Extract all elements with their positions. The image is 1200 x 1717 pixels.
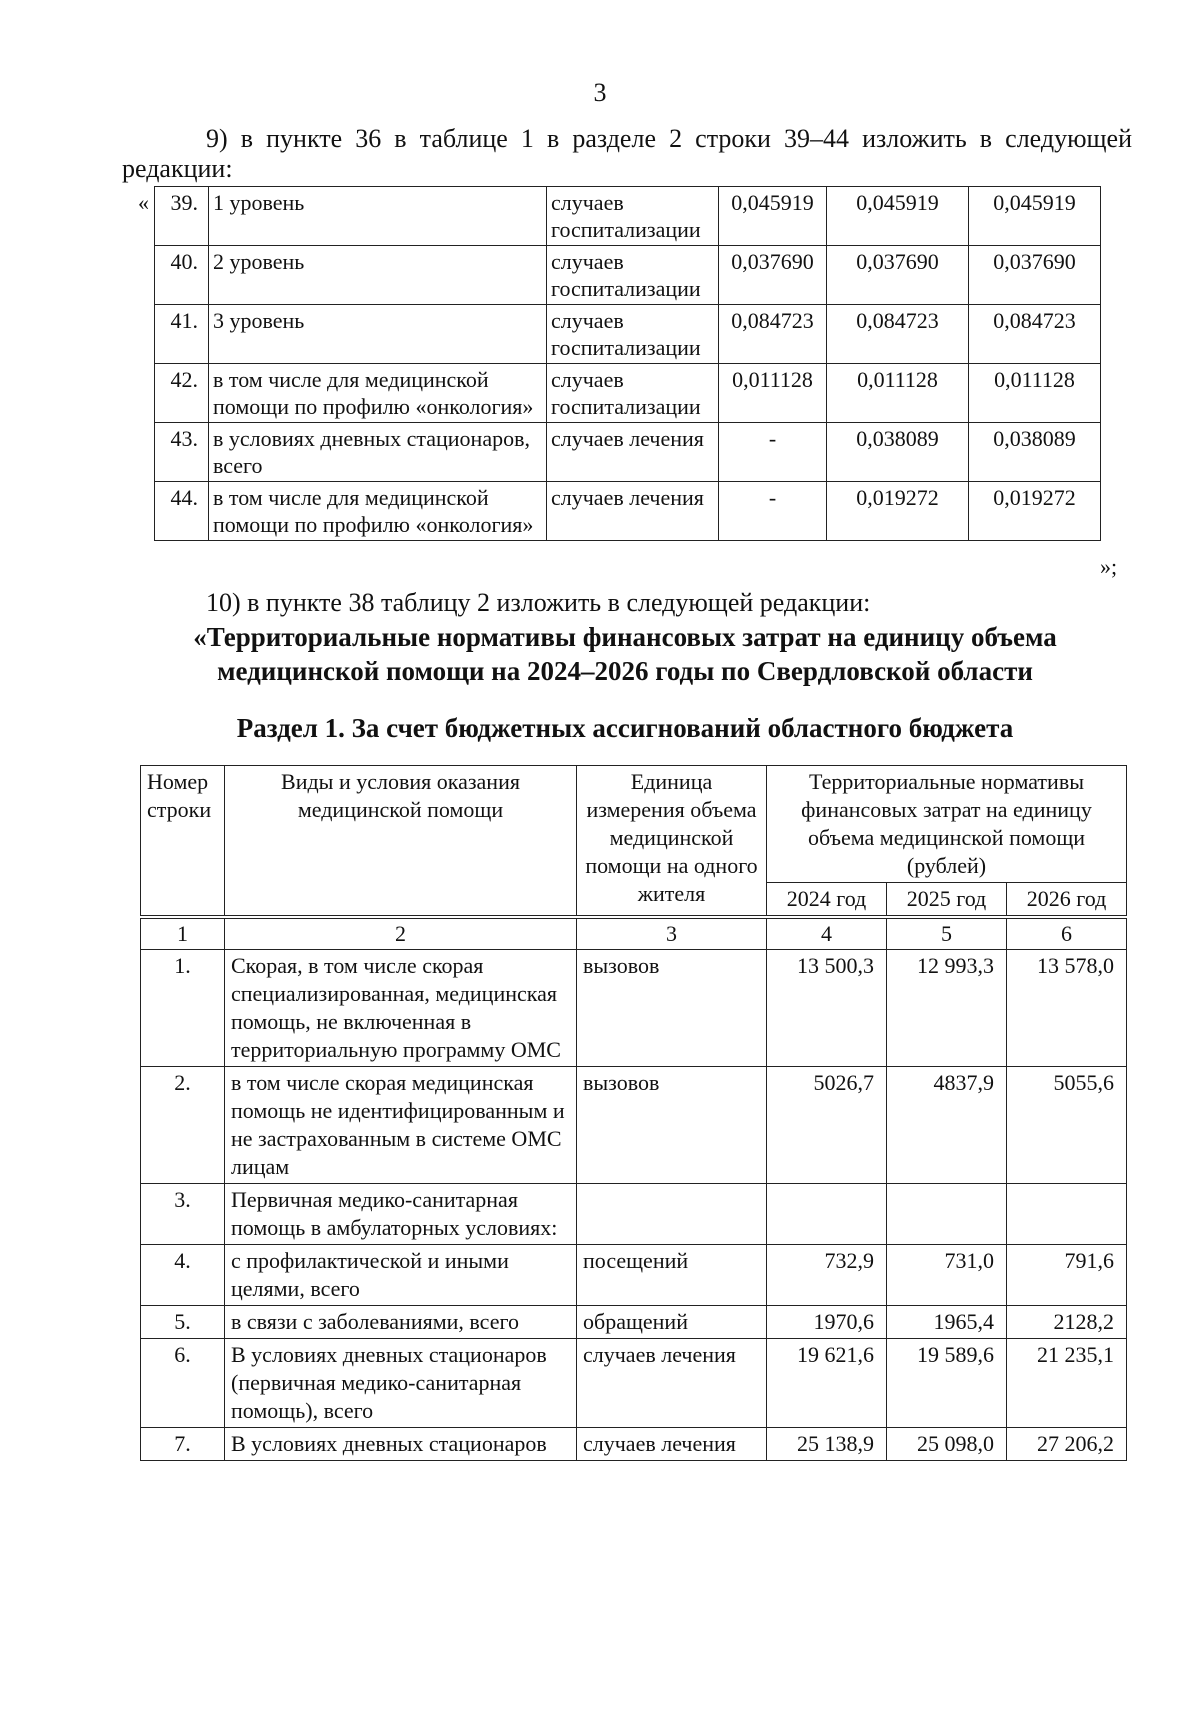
value-2024: 13 500,3: [767, 950, 887, 1067]
row-value-2: 0,038089: [827, 423, 969, 482]
row-value-3: 0,045919: [969, 187, 1101, 246]
quote-open-mark: «: [138, 190, 149, 215]
table-row: [155, 187, 1101, 246]
value-2026: [1007, 1184, 1127, 1245]
header-year-2025: 2025 год: [887, 883, 1007, 916]
header-year-2024: 2024 год: [767, 883, 887, 916]
value-2025: 731,0: [887, 1245, 1007, 1306]
row-name: в том числе скорая медицинская помощь не идентифицированным и не застрахованным в системе ОМС лицам: [225, 1067, 577, 1184]
header-row: [141, 766, 1127, 883]
value-2026: 27 206,2: [1007, 1428, 1127, 1461]
table-row: [141, 1245, 1127, 1306]
row-value-1: 0,045919: [719, 187, 827, 246]
column-index: 4: [767, 919, 887, 950]
row-name: В условиях дневных стационаров: [225, 1428, 577, 1461]
row-name: 3 уровень: [209, 305, 547, 364]
row-number: 42.: [155, 364, 209, 423]
row-number: 6.: [141, 1339, 225, 1428]
row-unit: случаев госпитализации: [547, 305, 719, 364]
row-value-1: -: [719, 423, 827, 482]
row-number: 39.: [155, 187, 209, 246]
value-2026: 791,6: [1007, 1245, 1127, 1306]
row-value-2: 0,019272: [827, 482, 969, 541]
table-row: [155, 482, 1101, 541]
row-unit: случаев лечения: [577, 1428, 767, 1461]
header-year-2026: 2026 год: [1007, 883, 1127, 916]
column-index: 5: [887, 919, 1007, 950]
row-name: Первичная медико-санитарная помощь в амбулаторных условиях:: [225, 1184, 577, 1245]
table-row: [141, 1306, 1127, 1339]
row-name: в том числе для медицинской помощи по профилю «онкология»: [209, 364, 547, 423]
row-number: 43.: [155, 423, 209, 482]
column-index: 1: [141, 919, 225, 950]
row-unit: [577, 1184, 767, 1245]
row-value-2: 0,084723: [827, 305, 969, 364]
section-title: Раздел 1. За счет бюджетных ассигнований областного бюджета: [236, 713, 1014, 743]
table-2-financial-norms: [140, 765, 1127, 1461]
value-2026: 2128,2: [1007, 1306, 1127, 1339]
row-unit: вызовов: [577, 1067, 767, 1184]
paragraph-10: 10) в пункте 38 таблицу 2 изложить в следующей редакции:: [206, 588, 871, 617]
row-value-2: 0,037690: [827, 246, 969, 305]
table-row: [141, 1067, 1127, 1184]
value-2024: 1970,6: [767, 1306, 887, 1339]
row-unit: случаев лечения: [577, 1339, 767, 1428]
table-row: [141, 1339, 1127, 1428]
header-row-number: Номер строки: [141, 766, 225, 916]
row-name: в том числе для медицинской помощи по профилю «онкология»: [209, 482, 547, 541]
value-2024: [767, 1184, 887, 1245]
row-name: 1 уровень: [209, 187, 547, 246]
row-number: 1.: [141, 950, 225, 1067]
page-number: 3: [593, 78, 607, 107]
row-name: в связи с заболеваниями, всего: [225, 1306, 577, 1339]
row-number: 40.: [155, 246, 209, 305]
row-unit: случаев госпитализации: [547, 246, 719, 305]
row-value-1: 0,011128: [719, 364, 827, 423]
value-2025: 25 098,0: [887, 1428, 1007, 1461]
row-unit: случаев госпитализации: [547, 187, 719, 246]
table-row: [141, 1184, 1127, 1245]
value-2024: 5026,7: [767, 1067, 887, 1184]
quote-close-mark: »;: [1100, 554, 1118, 579]
row-value-1: 0,084723: [719, 305, 827, 364]
table-row: [155, 364, 1101, 423]
table-row: [141, 1428, 1127, 1461]
row-name: в условиях дневных стационаров, всего: [209, 423, 547, 482]
value-2024: 25 138,9: [767, 1428, 887, 1461]
row-value-1: -: [719, 482, 827, 541]
row-value-3: 0,037690: [969, 246, 1101, 305]
row-number: 2.: [141, 1067, 225, 1184]
row-name: В условиях дневных стационаров (первичная медико-санитарная помощь), всего: [225, 1339, 577, 1428]
row-value-3: 0,011128: [969, 364, 1101, 423]
column-index: 2: [225, 919, 577, 950]
header-unit: Единица измерения объема медицинской помощи на одного жителя: [577, 766, 767, 916]
value-2025: [887, 1184, 1007, 1245]
row-value-3: 0,084723: [969, 305, 1101, 364]
row-value-3: 0,038089: [969, 423, 1101, 482]
row-name: Скорая, в том числе скорая специализированная, медицинская помощь, не включенная в территориальную программу ОМС: [225, 950, 577, 1067]
value-2026: 5055,6: [1007, 1067, 1127, 1184]
table-row: [141, 950, 1127, 1067]
column-index-row: [141, 919, 1127, 950]
table-row: [155, 423, 1101, 482]
row-number: 4.: [141, 1245, 225, 1306]
value-2025: 19 589,6: [887, 1339, 1007, 1428]
row-unit: случаев лечения: [547, 423, 719, 482]
row-unit: вызовов: [577, 950, 767, 1067]
row-number: 7.: [141, 1428, 225, 1461]
value-2025: 12 993,3: [887, 950, 1007, 1067]
row-number: 44.: [155, 482, 209, 541]
column-index: 6: [1007, 919, 1127, 950]
row-number: 41.: [155, 305, 209, 364]
table-row: [155, 246, 1101, 305]
header-norms: Территориальные нормативы финансовых затрат на единицу объема медицинской помощи (рублей): [767, 766, 1127, 883]
row-value-2: 0,045919: [827, 187, 969, 246]
table-1-rows-39-44: [154, 186, 1101, 541]
row-unit: случаев лечения: [547, 482, 719, 541]
row-name: 2 уровень: [209, 246, 547, 305]
row-value-1: 0,037690: [719, 246, 827, 305]
row-unit: обращений: [577, 1306, 767, 1339]
value-2024: 732,9: [767, 1245, 887, 1306]
row-unit: посещений: [577, 1245, 767, 1306]
value-2026: 13 578,0: [1007, 950, 1127, 1067]
value-2025: 4837,9: [887, 1067, 1007, 1184]
row-number: 5.: [141, 1306, 225, 1339]
row-number: 3.: [141, 1184, 225, 1245]
header-medical-care-type: Виды и условия оказания медицинской помощи: [225, 766, 577, 916]
intro-paragraph: 9) в пункте 36 в таблице 1 в разделе 2 строки 39–44 изложить в следующей редакции:: [122, 124, 1132, 183]
value-2026: 21 235,1: [1007, 1339, 1127, 1428]
table-row: [155, 305, 1101, 364]
value-2024: 19 621,6: [767, 1339, 887, 1428]
row-value-2: 0,011128: [827, 364, 969, 423]
row-unit: случаев госпитализации: [547, 364, 719, 423]
value-2025: 1965,4: [887, 1306, 1007, 1339]
row-name: с профилактической и иными целями, всего: [225, 1245, 577, 1306]
document-title: «Территориальные нормативы финансовых затрат на единицу объема медицинской помощи на 2024–2026 годы по Свердловской области: [193, 622, 1057, 686]
row-value-3: 0,019272: [969, 482, 1101, 541]
column-index: 3: [577, 919, 767, 950]
